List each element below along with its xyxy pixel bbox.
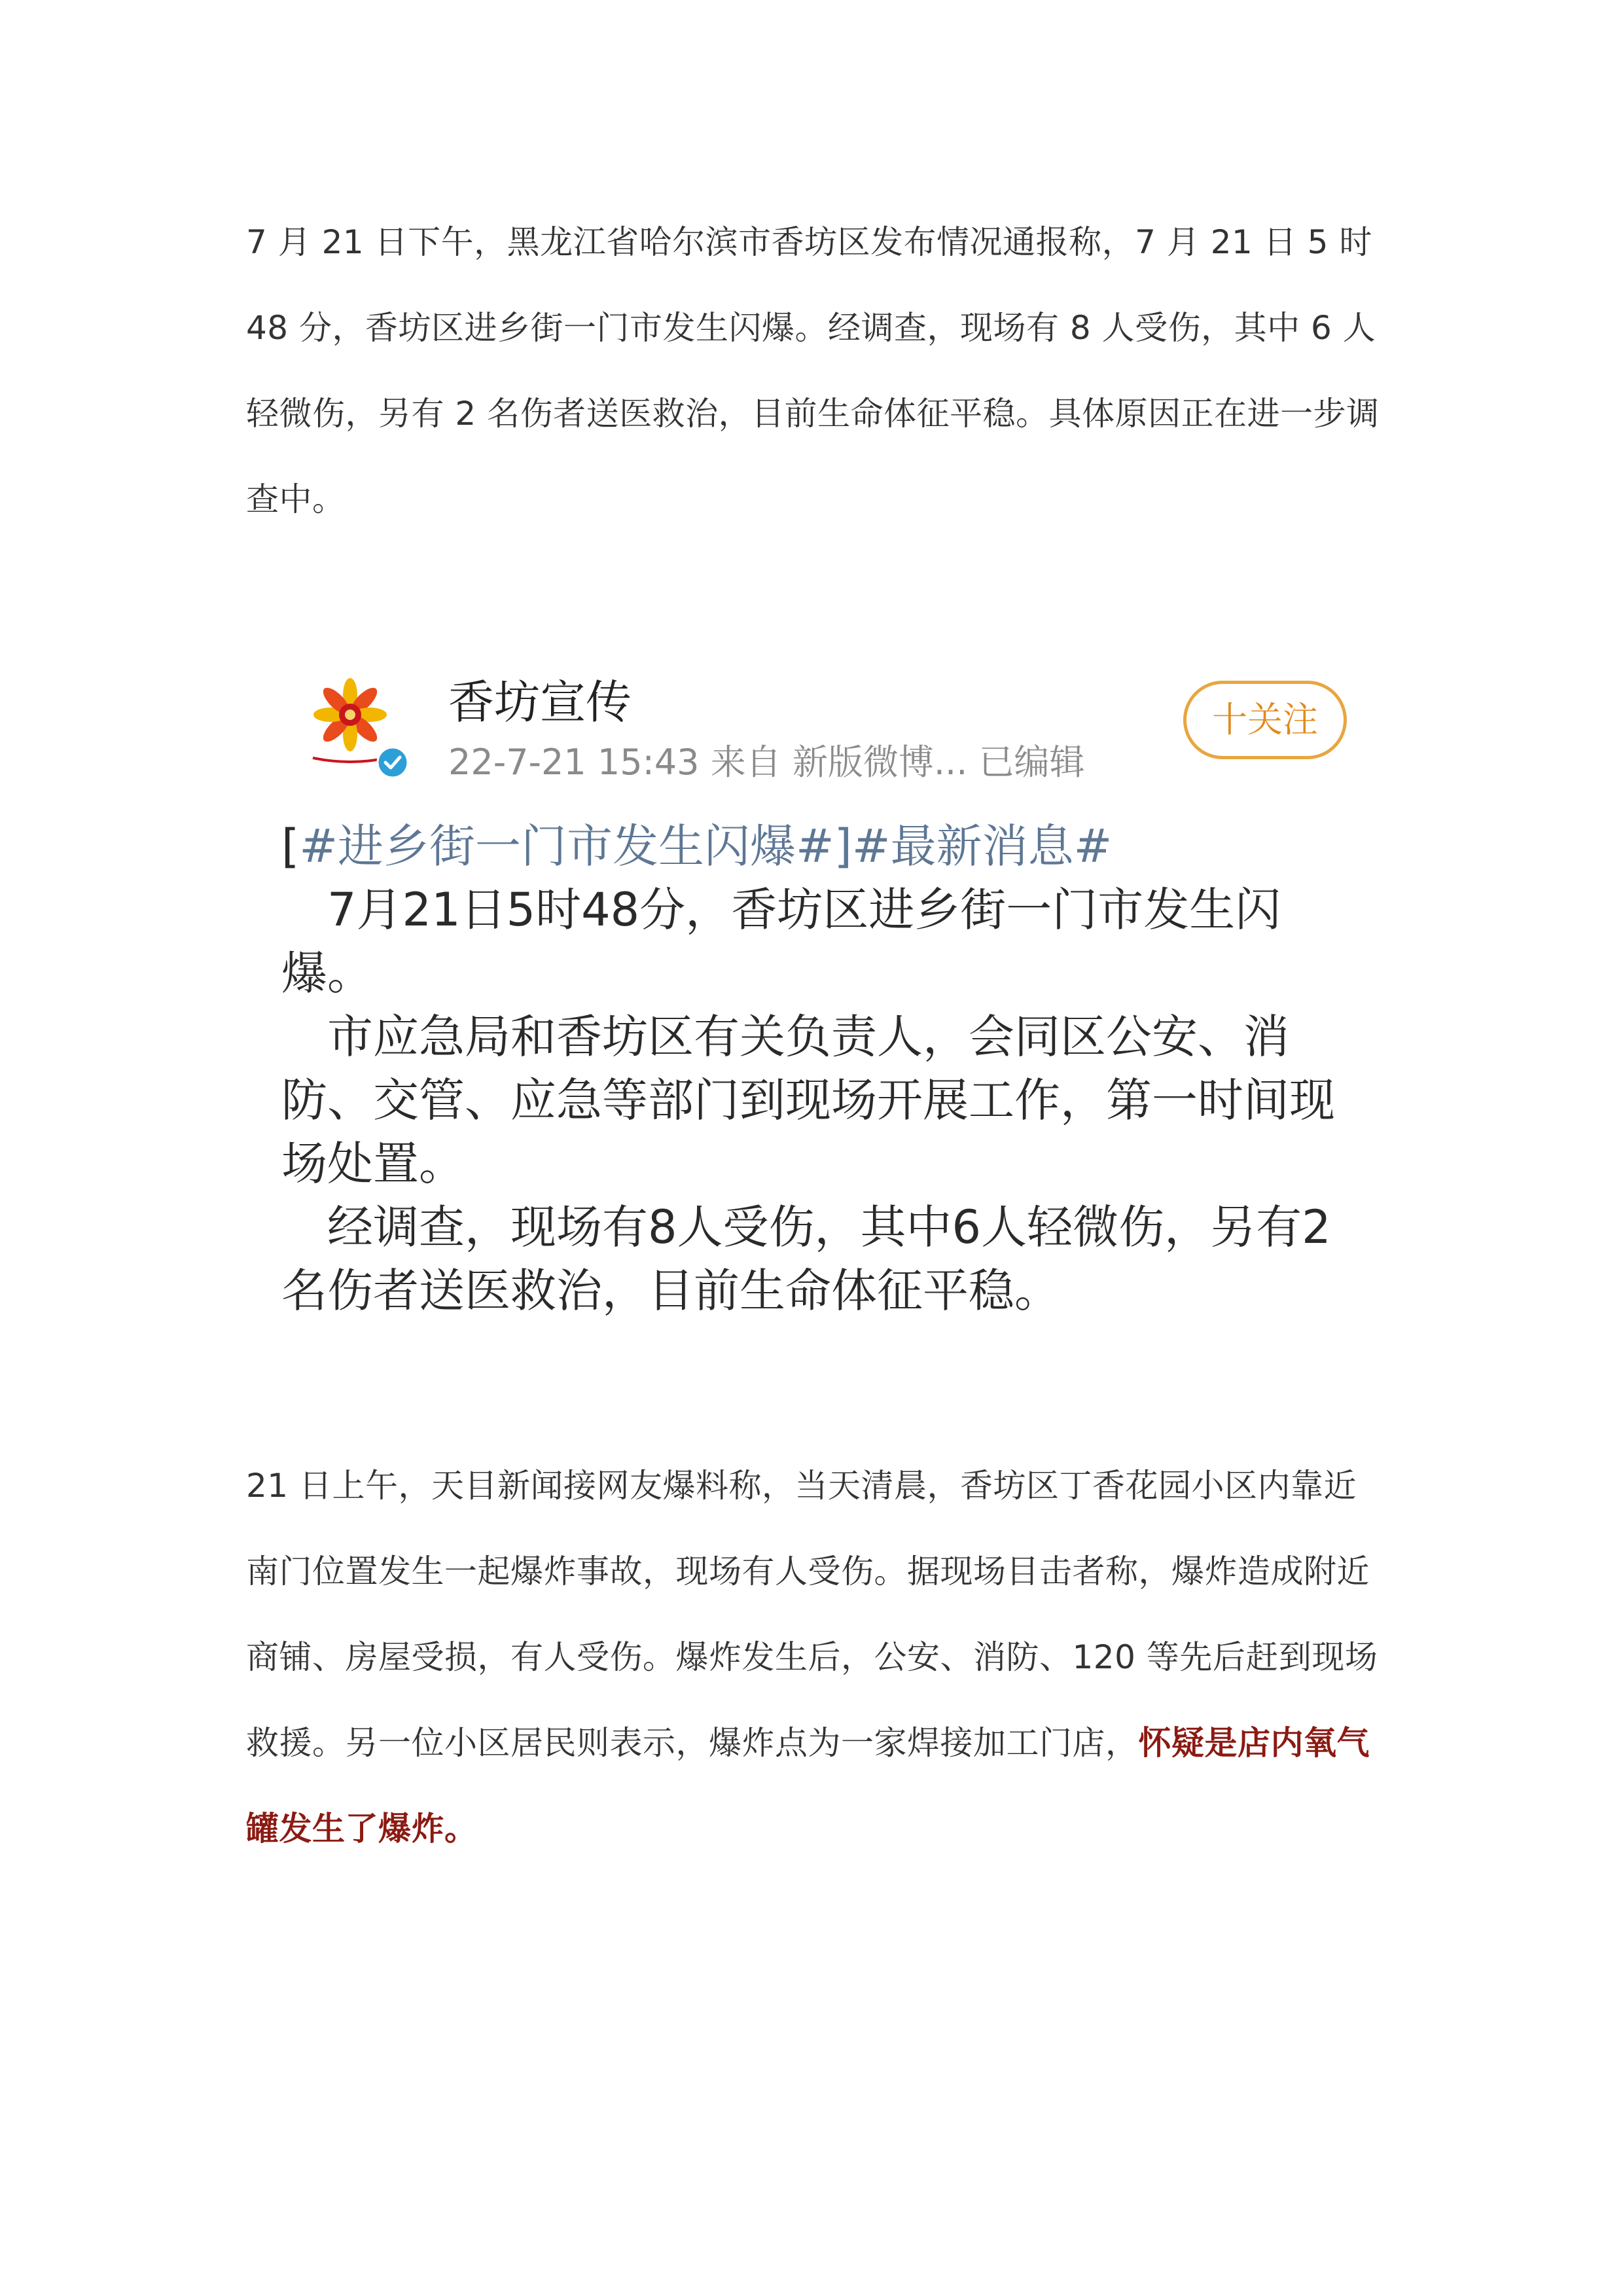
post-body-paragraph-3: 经调查，现场有8人受伤，其中6人轻微伤，另有2名伤者送医救治，目前生命体征平稳。 [281,1200,1331,1318]
news-paragraph-1: 7 月 21 日下午，黑龙江省哈尔滨市香坊区发布情况通报称，7 月 21 日 5 时 48 分，香坊区进乡街一门市发生闪爆。经调查，现场有 8 人受伤，其中 6 人轻微伤，另有 2 名伤者送医救治，目前生命体征平稳。具体原因正在进一步调查中。 [246,223,1380,518]
news-paragraph-2-highlight: 怀疑是店内氧气罐发生了爆炸。 [246,1724,1370,1848]
follow-button[interactable]: 十关注 [1183,681,1347,759]
weibo-post-screenshot [262,648,1374,1368]
post-body [281,815,1355,1323]
verified-badge-icon [376,746,409,779]
news-paragraph-2 [246,1443,1385,1872]
post-bracket: [ [281,819,300,873]
news-paragraph-2-text: 21 日上午，天目新闻接网友爆料称，当天清晨，香坊区丁香花园小区内靠近南门位置发生一起爆炸事故，现场有人受伤。据现场目击者称，爆炸造成附近商铺、房屋受损，有人受伤。爆炸发生后，公安、消防、120 等先后赶到现场救援。另一位小区居民则表示，爆炸点为一家焊接加工门店， [246,1467,1378,1762]
post-body-paragraph-1: 7月21日5时48分，香坊区进乡街一门市发生闪爆。 [281,883,1281,1000]
post-body-paragraph-2: 市应急局和香坊区有关负责人，会同区公安、消防、交管、应急等部门到现场开展工作，第一时间现场处置。 [281,1010,1335,1191]
post-account-name: 香坊宣传 [448,675,632,729]
post-hashtags[interactable]: #进乡街一门市发生闪爆#]#最新消息# [299,819,1113,873]
post-hashtags-line [281,815,1355,878]
post-meta: 22-7-21 15:43 来自 新版微博... 已编辑 [448,742,1085,783]
